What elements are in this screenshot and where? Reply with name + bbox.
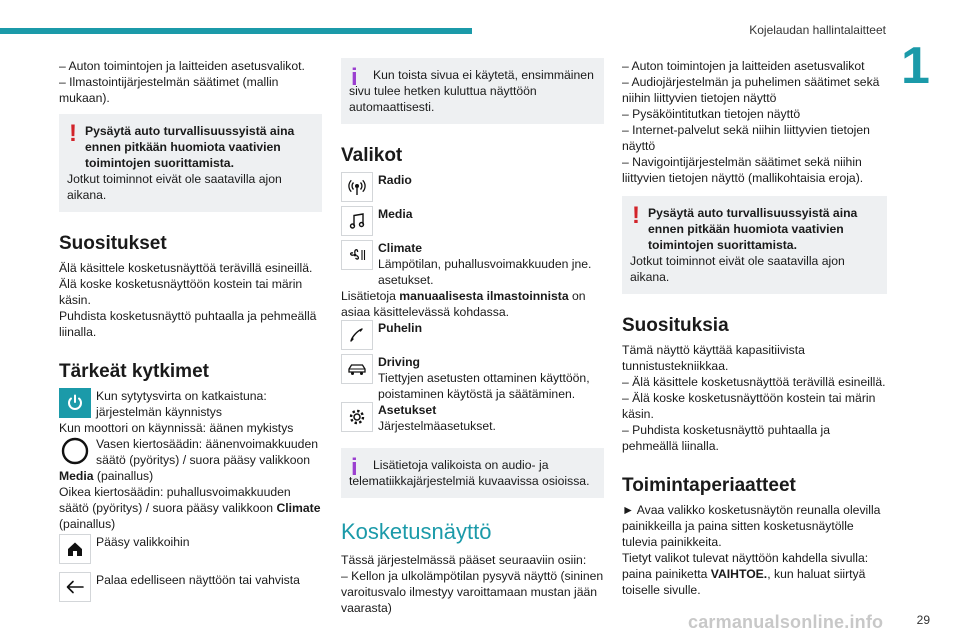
warning-icon: ! xyxy=(632,202,640,229)
touchscreen-intro: Tässä järjestelmässä pääset seuraaviin osiin: xyxy=(341,553,587,567)
menu-media-label: Media xyxy=(378,207,413,221)
recommendation: Älä koske kosketusnäyttöön kostein tai märin käsin. xyxy=(59,277,303,307)
radio-icon xyxy=(341,172,373,202)
principles-note: Tietyt valikot tulevat näyttöön kahdella sivulla: paina painiketta VAIHTOE., kun haluat siirtyä toiselle sivulle. xyxy=(622,551,869,597)
watermark: carmanualsonline.info xyxy=(688,612,884,632)
touchscreen-item: – Kellon ja ulkolämpötilan pysyvä näyttö (sininen varoitusvalo ilmestyy varoittamaan mustan jään vaarasta) xyxy=(341,569,604,615)
power-control-item xyxy=(59,388,322,420)
column-middle xyxy=(341,58,604,616)
warning-bold: Pysäytä auto turvallisuussyistä aina ennen pitkään huomiota vaativien toimintojen suorittamista. xyxy=(648,206,858,252)
home-control-item xyxy=(59,534,322,566)
feature-list-item: – Internet-palvelut sekä niihin liittyvien tietojen näyttö xyxy=(622,123,870,153)
menu-phone-label: Puhelin xyxy=(378,321,423,335)
back-text: Palaa edelliseen näyttöön tai vahvista xyxy=(96,573,300,587)
back-control-item xyxy=(59,572,322,604)
running-head: Kojelaudan hallintalaitteet xyxy=(749,23,886,37)
advice-item: – Älä koske kosketusnäyttöön kostein tai märin käsin. xyxy=(622,391,876,421)
gear-icon xyxy=(341,402,373,432)
feature-list-item: – Audiojärjestelmän ja puhelimen säätimet sekä niihin liittyvien tietojen näyttö xyxy=(622,75,880,105)
menu-settings-label: Asetukset xyxy=(378,403,437,417)
menu-media xyxy=(341,206,604,238)
controls-heading: Tärkeät kytkimet xyxy=(59,361,209,382)
menu-driving-label: Driving xyxy=(378,355,420,369)
feature-list-item: – Auton toimintojen ja laitteiden asetusvalikot xyxy=(622,59,865,73)
car-icon xyxy=(341,354,373,384)
column-left xyxy=(59,58,322,604)
menu-radio-label: Radio xyxy=(378,173,412,187)
menu-phone xyxy=(341,320,604,352)
menu-climate-desc: Lämpötilan, puhallusvoimakkuuden jne. asetukset. xyxy=(378,257,592,287)
menu-settings-desc: Järjestelmäasetukset. xyxy=(378,419,496,433)
principles-heading: Toimintaperiaatteet xyxy=(622,475,796,496)
recommendation: Älä käsittele kosketusnäyttöä terävillä esineillä. xyxy=(59,261,313,275)
menus-heading: Valikot xyxy=(341,145,403,166)
menu-settings xyxy=(341,402,604,434)
power-text: Kun sytytysvirta on katkaistuna: järjestelmän käynnistys xyxy=(96,389,267,419)
recommendation: Puhdista kosketusnäyttö puhtaalla ja pehmeällä liinalla. xyxy=(59,309,317,339)
chapter-number: 1 xyxy=(901,37,930,95)
feature-list-item: – Navigointijärjestelmän säätimet sekä niihin liittyvien tietojen näyttö (mallikohtaisia eroja). xyxy=(622,155,864,185)
warning-bold: Pysäytä auto turvallisuussyistä aina ennen pitkään huomiota vaativien toimintojen suorittamista. xyxy=(85,124,295,170)
knob-icon xyxy=(59,436,91,466)
menu-radio xyxy=(341,172,604,204)
fan-icon xyxy=(341,240,373,270)
touchscreen-heading: Kosketusnäyttö xyxy=(341,519,492,544)
principles-step: ► Avaa valikko kosketusnäytön reunalla olevilla painikkeilla ja paina sitten kosketusnäytölle tulevia painikkeita. xyxy=(622,503,881,549)
phone-icon xyxy=(341,320,373,350)
warning-text: Jotkut toiminnot eivät ole saatavilla ajon aikana. xyxy=(630,254,845,284)
advice-heading: Suosituksia xyxy=(622,315,729,336)
page-number: 29 xyxy=(916,613,930,627)
climate-more: Lisätietoja manuaalisesta ilmastoinnista on asiaa käsittelevässä kohdassa. xyxy=(341,289,586,319)
info-text: Lisätietoja valikoista on audio- ja telematiikkajärjestelmiä kuvaavissa osioissa. xyxy=(349,458,590,488)
feature-list-item: – Pysäköintitutkan tietojen näyttö xyxy=(622,107,801,121)
menu-climate-label: Climate xyxy=(378,241,423,255)
music-note-icon xyxy=(341,206,373,236)
intro-line: – Ilmastointijärjestelmän säätimet (mallin mukaan). xyxy=(59,75,279,105)
home-icon xyxy=(59,534,91,564)
menu-driving-desc: Tiettyjen asetusten ottaminen käyttöön, poistaminen käytöstä ja säätäminen. xyxy=(378,371,590,401)
warning-icon: ! xyxy=(69,120,77,147)
recommendations-heading: Suositukset xyxy=(59,233,167,254)
info-icon: i xyxy=(351,454,358,481)
advice-item: – Älä käsittele kosketusnäyttöä terävillä esineillä. xyxy=(622,375,886,389)
power-icon xyxy=(59,388,91,418)
knob-control-item xyxy=(59,436,322,468)
info-box xyxy=(341,448,604,498)
knob-text-cont: Media (painallus) xyxy=(59,469,154,483)
home-text: Pääsy valikkoihin xyxy=(96,535,190,549)
info-text: Kun toista sivua ei käytetä, ensimmäinen sivu tulee hetken kuluttua näyttöön automaattisesti. xyxy=(349,68,594,114)
header-accent-bar xyxy=(0,28,472,34)
info-box xyxy=(341,58,604,124)
warning-box xyxy=(59,114,322,212)
power-text-2: Kun moottori on käynnissä: äänen mykistys xyxy=(59,421,294,435)
warning-box xyxy=(622,196,887,294)
menu-driving xyxy=(341,354,604,402)
advice-item: Tämä näyttö käyttää kapasitiivista tunnistustekniikkaa. xyxy=(622,343,805,373)
column-right xyxy=(622,58,887,598)
advice-item: – Puhdista kosketusnäyttö puhtaalla ja pehmeällä liinalla. xyxy=(622,423,831,453)
back-arrow-icon xyxy=(59,572,91,602)
knob-text: Vasen kiertosäädin: äänenvoimakkuuden säätö (pyöritys) / suora pääsy valikkoon xyxy=(96,437,319,467)
menu-climate xyxy=(341,240,604,288)
warning-text: Jotkut toiminnot eivät ole saatavilla ajon aikana. xyxy=(67,172,282,202)
knob-text-right: Oikea kiertosäädin: puhallusvoimakkuuden säätö (pyöritys) / suora pääsy valikkoon Climate (painallus) xyxy=(59,485,321,531)
intro-line: – Auton toimintojen ja laitteiden asetusvalikot. xyxy=(59,59,305,73)
info-icon: i xyxy=(351,64,358,91)
